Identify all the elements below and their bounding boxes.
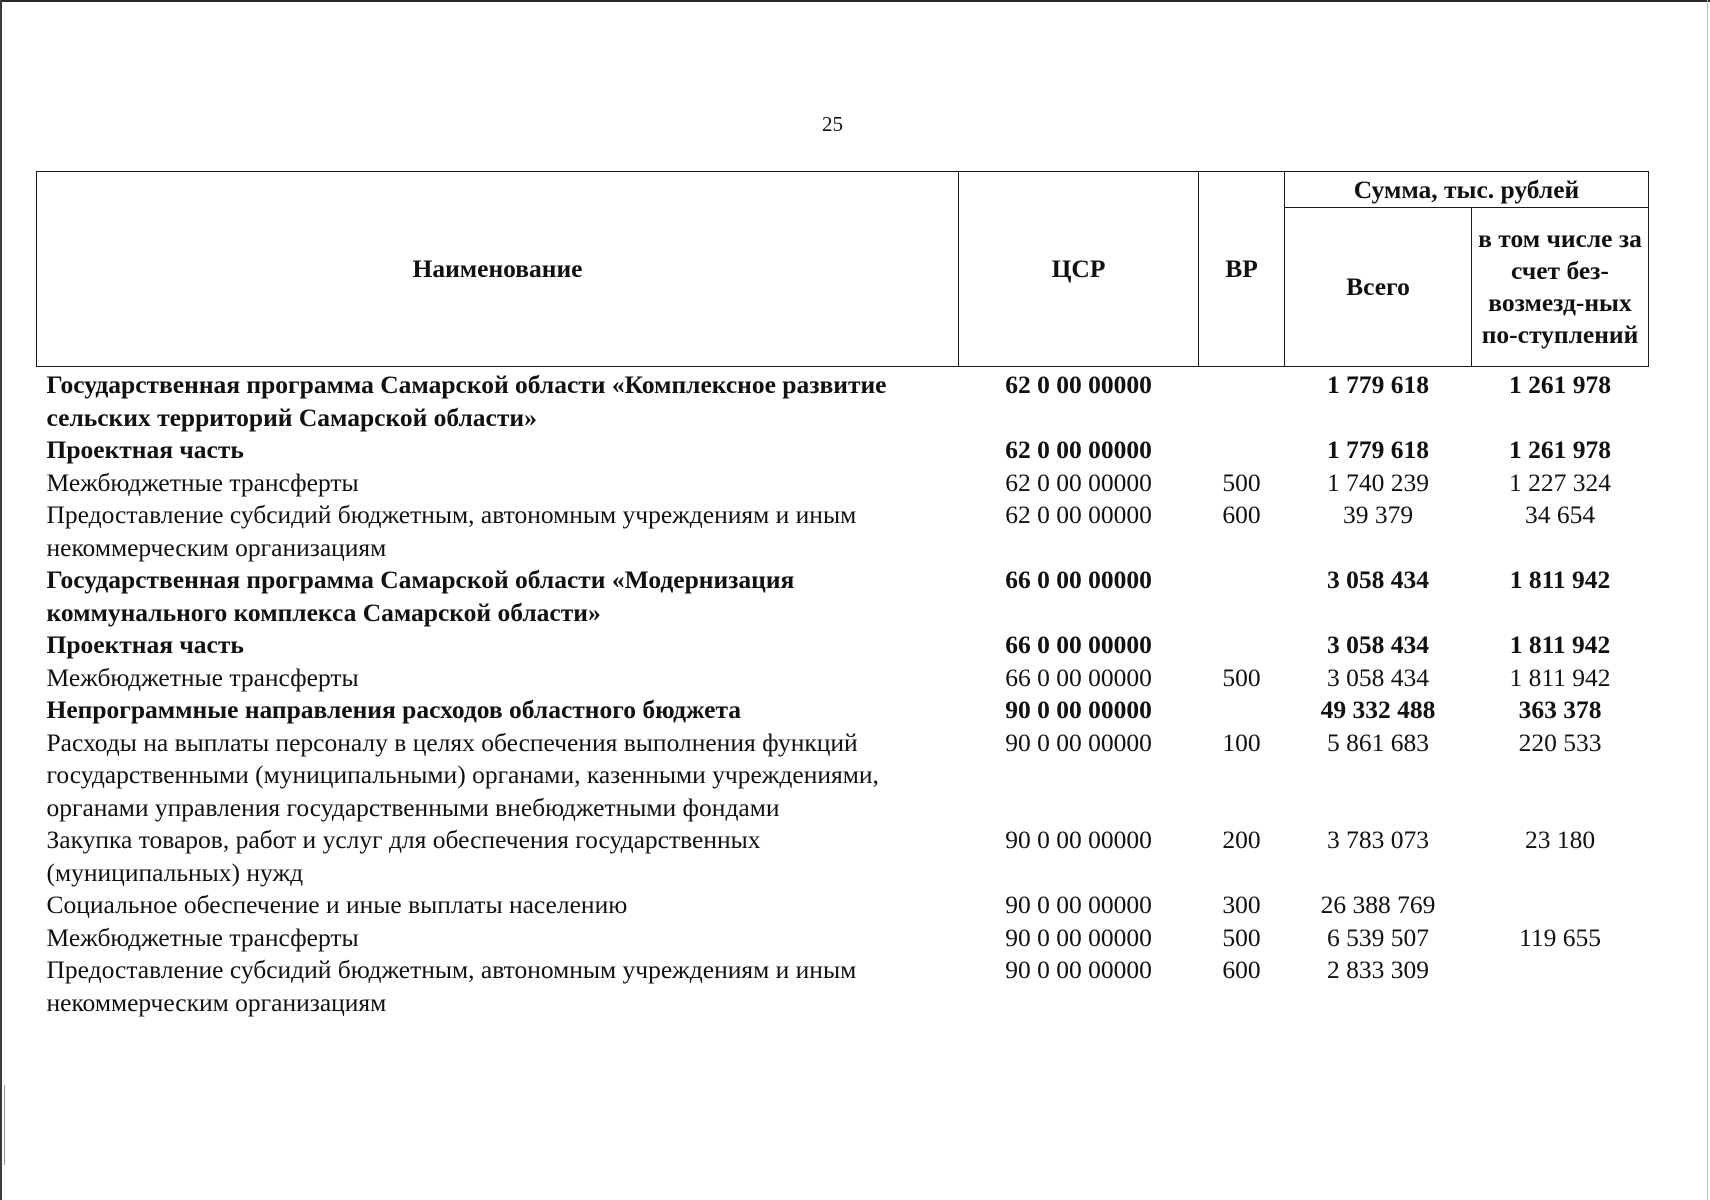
- cell-name: Государственная программа Самарской области «Модернизация коммунального комплекса Самарской области»: [46, 565, 795, 627]
- cell-name: Государственная программа Самарской области «Комплексное развитие сельских территорий Самарской области»: [46, 370, 887, 432]
- cell-csr: 90 0 00 00000: [1005, 922, 1152, 952]
- header-free-receipts: в том числе за счет без-возмезд-ных по-ступлений: [1472, 208, 1649, 367]
- scan-mark: [4, 1085, 5, 1165]
- cell-total: 49 332 488: [1320, 695, 1436, 724]
- cell-total: 3 783 073: [1327, 825, 1429, 854]
- table-row: [37, 694, 1649, 727]
- cell-vr: 200: [1222, 825, 1261, 854]
- cell-csr: 62 0 00 00000: [1005, 435, 1152, 464]
- cell-total: 26 388 769: [1320, 890, 1436, 919]
- table-row: [37, 434, 1649, 467]
- header-total: Всего: [1285, 208, 1472, 367]
- cell-free-receipts: 23 180: [1524, 825, 1596, 854]
- cell-name: Предоставление субсидий бюджетным, автономным учреждениям и иным некоммерческим организациям: [46, 500, 857, 562]
- cell-total: 1 740 239: [1327, 467, 1429, 497]
- table-row: [37, 662, 1649, 695]
- table-row: [37, 367, 1649, 435]
- cell-vr: 500: [1222, 922, 1261, 952]
- cell-free-receipts: 1 227 324: [1509, 467, 1611, 497]
- table-header: [37, 172, 1649, 367]
- table-row: [37, 564, 1649, 629]
- cell-name: Проектная часть: [46, 435, 244, 464]
- cell-free-receipts: 1 261 978: [1509, 435, 1611, 464]
- cell-vr: 100: [1222, 727, 1261, 757]
- cell-vr: [1199, 629, 1285, 662]
- cell-free-receipts: [1472, 889, 1649, 922]
- cell-free-receipts: [1472, 954, 1649, 1019]
- header-vr: ВР: [1199, 172, 1285, 367]
- table-row: [37, 629, 1649, 662]
- cell-total: 5 861 683: [1327, 727, 1429, 757]
- cell-free-receipts: 220 533: [1518, 727, 1602, 757]
- cell-name: Расходы на выплаты персоналу в целях обеспечения выполнения функций государственными (муниципальными) органами, казенными учреждениями, органами управления государственными внебюджетными фондами: [46, 727, 879, 822]
- cell-csr: 90 0 00 00000: [1005, 890, 1152, 919]
- cell-vr: 600: [1222, 955, 1261, 984]
- cell-total: 3 058 434: [1327, 565, 1429, 594]
- cell-free-receipts: 1 811 942: [1509, 565, 1611, 594]
- cell-name: Непрограммные направления расходов областного бюджета: [46, 695, 742, 724]
- table-row: [37, 467, 1649, 500]
- cell-name: Межбюджетные трансферты: [46, 662, 359, 692]
- cell-free-receipts: 1 811 942: [1509, 630, 1611, 659]
- cell-free-receipts: 363 378: [1518, 695, 1602, 724]
- page-border-right: [1707, 0, 1708, 1200]
- cell-total: 1 779 618: [1327, 435, 1429, 464]
- cell-total: 1 779 618: [1327, 370, 1429, 399]
- cell-csr: 66 0 00 00000: [1005, 565, 1152, 594]
- budget-table: [36, 171, 1649, 1019]
- cell-csr: 62 0 00 00000: [1005, 370, 1152, 399]
- cell-name: Межбюджетные трансферты: [46, 922, 359, 952]
- cell-name: Закупка товаров, работ и услуг для обеспечения государственных (муниципальных) нужд: [46, 825, 761, 887]
- cell-csr: 90 0 00 00000: [1005, 695, 1152, 724]
- cell-vr: 500: [1222, 467, 1261, 497]
- table-body: [37, 367, 1649, 1020]
- cell-name: Социальное обеспечение и иные выплаты населению: [46, 890, 628, 919]
- header-sum-group: Сумма, тыс. рублей: [1285, 172, 1649, 208]
- cell-free-receipts: 1 261 978: [1509, 370, 1611, 399]
- cell-csr: 90 0 00 00000: [1005, 955, 1152, 984]
- page-border-left: [0, 0, 2, 1200]
- cell-csr: 66 0 00 00000: [1005, 630, 1152, 659]
- cell-vr: 500: [1222, 662, 1261, 692]
- cell-name: Предоставление субсидий бюджетным, автономным учреждениям и иным некоммерческим организациям: [46, 955, 857, 1017]
- cell-vr: [1199, 434, 1285, 467]
- page-border-top: [0, 0, 1710, 2]
- cell-total: 6 539 507: [1327, 922, 1429, 952]
- cell-csr: 90 0 00 00000: [1005, 727, 1152, 757]
- table-row: [37, 889, 1649, 922]
- cell-csr: 90 0 00 00000: [1005, 825, 1152, 854]
- cell-free-receipts: 119 655: [1519, 922, 1601, 952]
- cell-vr: [1199, 367, 1285, 435]
- cell-vr: 300: [1222, 890, 1261, 919]
- cell-csr: 62 0 00 00000: [1005, 467, 1152, 497]
- table-row: [37, 954, 1649, 1019]
- cell-total: 2 833 309: [1327, 955, 1429, 984]
- cell-vr: [1199, 694, 1285, 727]
- cell-free-receipts: 1 811 942: [1509, 662, 1611, 692]
- cell-total: 3 058 434: [1327, 630, 1429, 659]
- table-row: [37, 727, 1649, 825]
- cell-vr: [1199, 564, 1285, 629]
- header-csr: ЦСР: [959, 172, 1199, 367]
- table-row: [37, 499, 1649, 564]
- table-row: [37, 922, 1649, 955]
- cell-total: 3 058 434: [1327, 662, 1429, 692]
- cell-name: Проектная часть: [46, 630, 244, 659]
- cell-vr: 600: [1222, 500, 1261, 529]
- table-row: [37, 824, 1649, 889]
- cell-csr: 62 0 00 00000: [1005, 500, 1152, 529]
- cell-csr: 66 0 00 00000: [1005, 662, 1152, 692]
- cell-total: 39 379: [1342, 500, 1414, 529]
- cell-free-receipts: 34 654: [1524, 500, 1596, 529]
- page-number: 25: [822, 112, 843, 136]
- cell-name: Межбюджетные трансферты: [46, 467, 359, 497]
- header-name: Наименование: [37, 172, 959, 367]
